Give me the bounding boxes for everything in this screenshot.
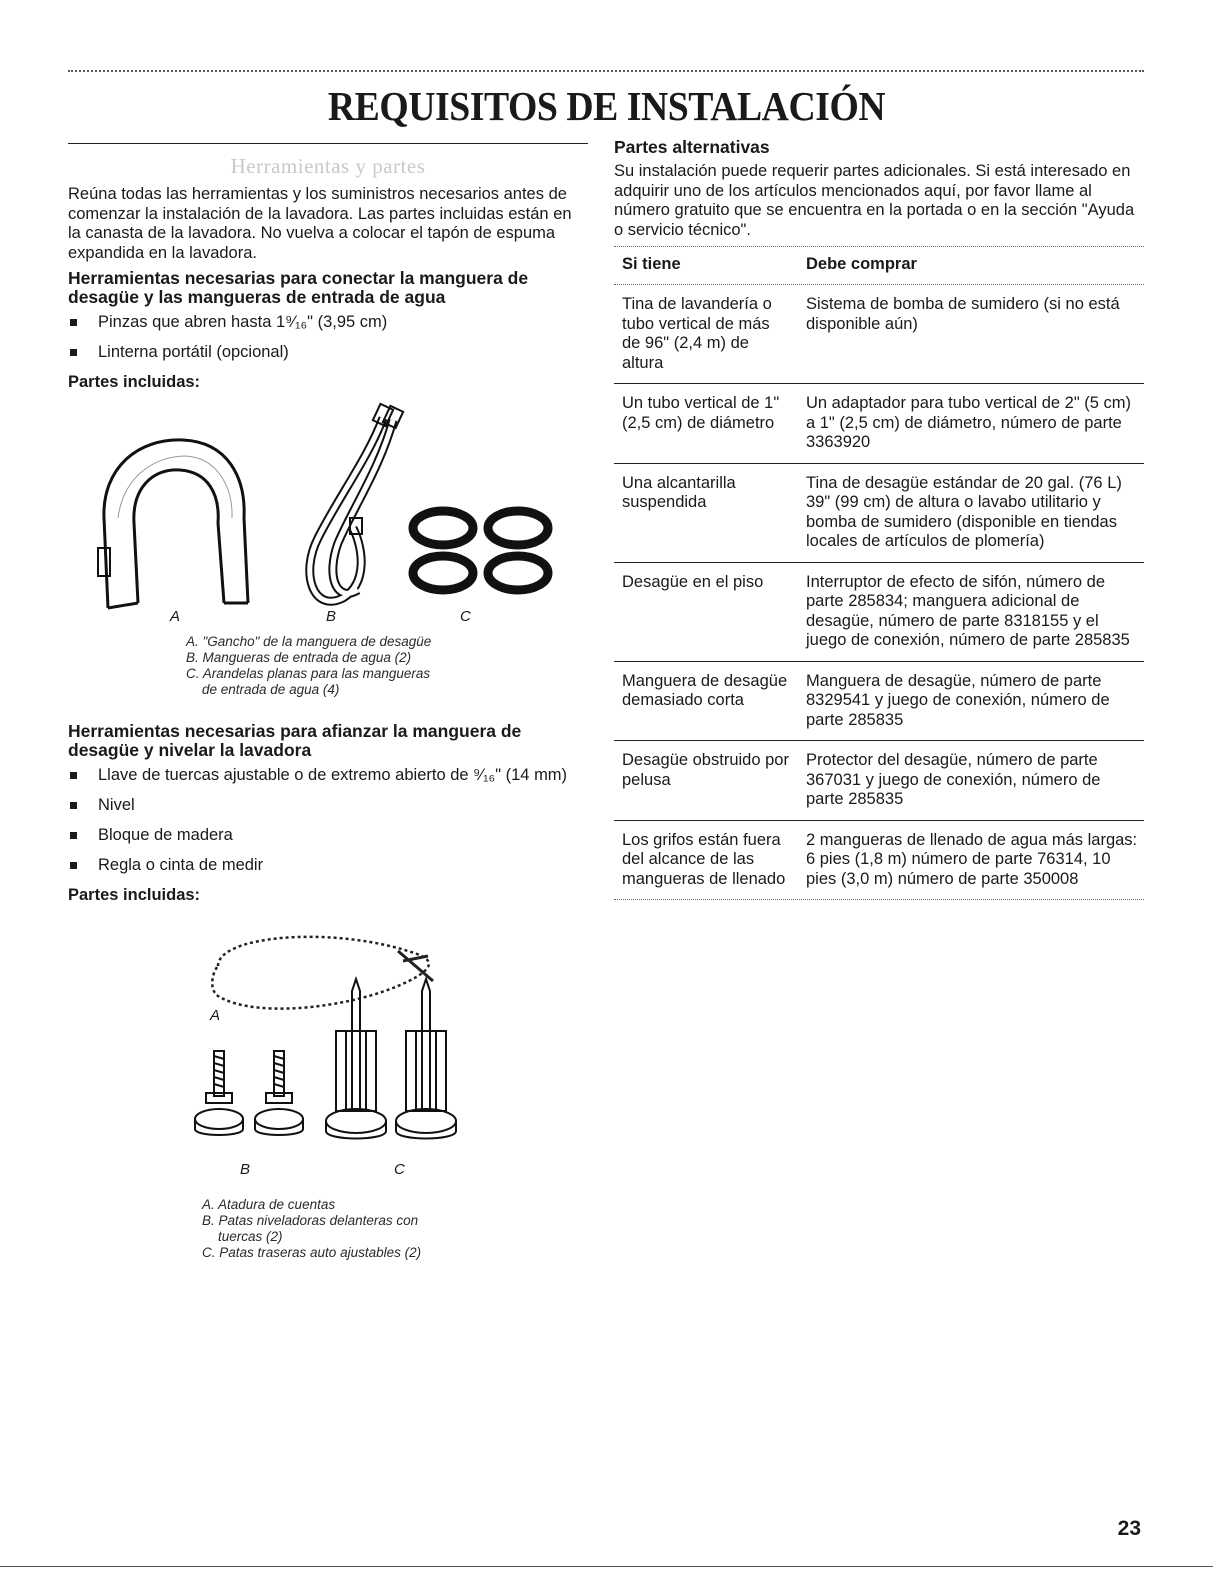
label-b: B xyxy=(240,1161,251,1178)
caption-a: A. Atadura de cuentas xyxy=(202,1197,336,1212)
figure-feet xyxy=(68,911,588,1181)
label-c: C xyxy=(394,1161,405,1178)
tool-list-1 xyxy=(68,313,588,362)
alternative-parts-intro: Su instalación puede requerir partes adicionales. Si está interesado en adquirir uno de los artículos mencionados aquí, por favor llame al número gratuito que se encuentra en la portada o en la sección "Ayuda o servicio técnico". xyxy=(614,162,1135,239)
table-row xyxy=(614,285,1144,384)
list-item: Nivel xyxy=(68,796,588,815)
section-title: Herramientas y partes xyxy=(230,154,426,178)
list-item: Llave de tuercas ajustable o de extremo abierto de ⁹⁄₁₆" (14 mm) xyxy=(68,766,588,785)
figure-captions-1 xyxy=(68,634,588,698)
table-row xyxy=(614,384,1144,464)
right-column xyxy=(614,137,1144,900)
flat-washers-icon xyxy=(413,511,548,590)
table-header-row xyxy=(614,247,1144,284)
table-bottom-rule xyxy=(614,899,1144,900)
bead-tie-icon xyxy=(212,937,433,1009)
cell-buy: Manguera de desagüe, número de parte 8329541 y juego de conexión, número de parte 285835 xyxy=(798,661,1144,741)
subhead-hose-tools: Herramientas necesarias para conectar la manguera de desagüe y las mangueras de entrada de agua xyxy=(68,268,529,307)
figure-labels-bc xyxy=(68,1161,588,1183)
bottom-rule xyxy=(0,1566,1213,1567)
cell-have: Desagüe en el piso xyxy=(614,562,798,661)
cell-buy: Un adaptador para tubo vertical de 2" (5 cm) a 1" (2,5 cm) de diámetro, número de parte 3363920 xyxy=(798,384,1144,464)
label-a: A xyxy=(170,608,181,625)
figure-captions-2 xyxy=(68,1197,588,1261)
subhead-leveling-tools: Herramientas necesarias para afianzar la manguera de desagüe y nivelar la lavadora xyxy=(68,721,522,760)
page-number: 23 xyxy=(1117,1517,1141,1540)
figure-label-a xyxy=(68,1007,588,1029)
figure-labels xyxy=(68,608,588,630)
page-title: REQUISITOS DE INSTALACIÓN xyxy=(327,83,886,129)
intro-paragraph: Reúna todas las herramientas y los suministros necesarios antes de comenzar la instalación de la lavadora. Las partes incluidas están en la canasta de la lavadora. No vuelva a colocar el tapón de espuma expandida en la lavadora. xyxy=(68,185,572,262)
table-row xyxy=(614,562,1144,661)
cell-buy: Sistema de bomba de sumidero (si no está disponible aún) xyxy=(798,285,1144,384)
cell-buy: Protector del desagüe, número de parte 367031 y juego de conexión, número de parte 285835 xyxy=(798,741,1144,821)
cell-buy: 2 mangueras de llenado de agua más largas: 6 pies (1,8 m) número de parte 76314, 10 pies (3,0 m) número de parte 350008 xyxy=(806,830,1138,888)
inlet-hose-icon xyxy=(310,404,403,601)
table-row xyxy=(614,820,1144,899)
list-item: Linterna portátil (opcional) xyxy=(68,343,588,362)
caption-c: C. Arandelas planas para las mangueras xyxy=(186,666,431,681)
hoses-illustration xyxy=(68,398,588,623)
caption-c-continued: de entrada de agua (4) xyxy=(202,682,340,697)
front-leveling-feet-icon xyxy=(195,1051,303,1135)
list-item: Regla o cinta de medir xyxy=(68,856,588,875)
parts-included-label: Partes incluidas: xyxy=(68,373,201,391)
caption-b-continued: tuercas (2) xyxy=(218,1229,283,1244)
parts-included-label-2: Partes incluidas: xyxy=(68,886,201,904)
feet-illustration xyxy=(68,911,588,1156)
cell-buy: Tina de desagüe estándar de 20 gal. (76 L) 39" (99 cm) de altura o lavabo utilitario y bomba de sumidero (disponible en tiendas locales de artículos de plomería) xyxy=(798,463,1144,562)
list-item: Pinzas que abren hasta 1⁹⁄₁₆" (3,95 cm) xyxy=(68,313,588,332)
label-a: A xyxy=(210,1007,221,1024)
caption-b: B. Mangueras de entrada de agua (2) xyxy=(186,650,412,665)
column-header-buy: Debe comprar xyxy=(806,255,917,273)
top-dotted-rule xyxy=(68,70,1144,72)
label-b: B xyxy=(326,608,337,625)
table-row xyxy=(614,463,1144,562)
rear-self-adjusting-feet-icon xyxy=(326,979,456,1139)
tool-list-2 xyxy=(68,766,588,875)
cell-have: Un tubo vertical de 1" (2,5 cm) de diámetro xyxy=(614,384,798,464)
cell-have: Los grifos están fuera del alcance de las mangueras de llenado xyxy=(622,830,786,888)
list-item: Bloque de madera xyxy=(68,826,588,845)
caption-c: C. Patas traseras auto ajustables (2) xyxy=(202,1245,422,1260)
section-rule xyxy=(68,143,588,144)
left-column xyxy=(68,143,588,1261)
alternative-parts-heading: Partes alternativas xyxy=(614,137,770,157)
table-row xyxy=(614,661,1144,741)
label-c: C xyxy=(460,608,471,625)
caption-a: A. "Gancho" de la manguera de desagüe xyxy=(186,634,432,649)
table-row xyxy=(614,741,1144,821)
column-header-have: Si tiene xyxy=(622,255,681,273)
alternative-parts-table xyxy=(614,247,1144,899)
drain-hook-icon xyxy=(98,440,248,608)
cell-have: Tina de lavandería o tubo vertical de más de 96" (2,4 m) de altura xyxy=(614,285,798,384)
figure-hoses xyxy=(68,398,588,638)
cell-have: Manguera de desagüe demasiado corta xyxy=(614,661,798,741)
caption-b: B. Patas niveladoras delanteras con xyxy=(202,1213,419,1228)
cell-have: Una alcantarilla suspendida xyxy=(614,463,798,562)
cell-buy: Interruptor de efecto de sifón, número de parte 285834; manguera adicional de desagüe, número de parte 8318155 y el juego de conexión, número de parte 285835 xyxy=(798,562,1144,661)
cell-have: Desagüe obstruido por pelusa xyxy=(614,741,798,821)
